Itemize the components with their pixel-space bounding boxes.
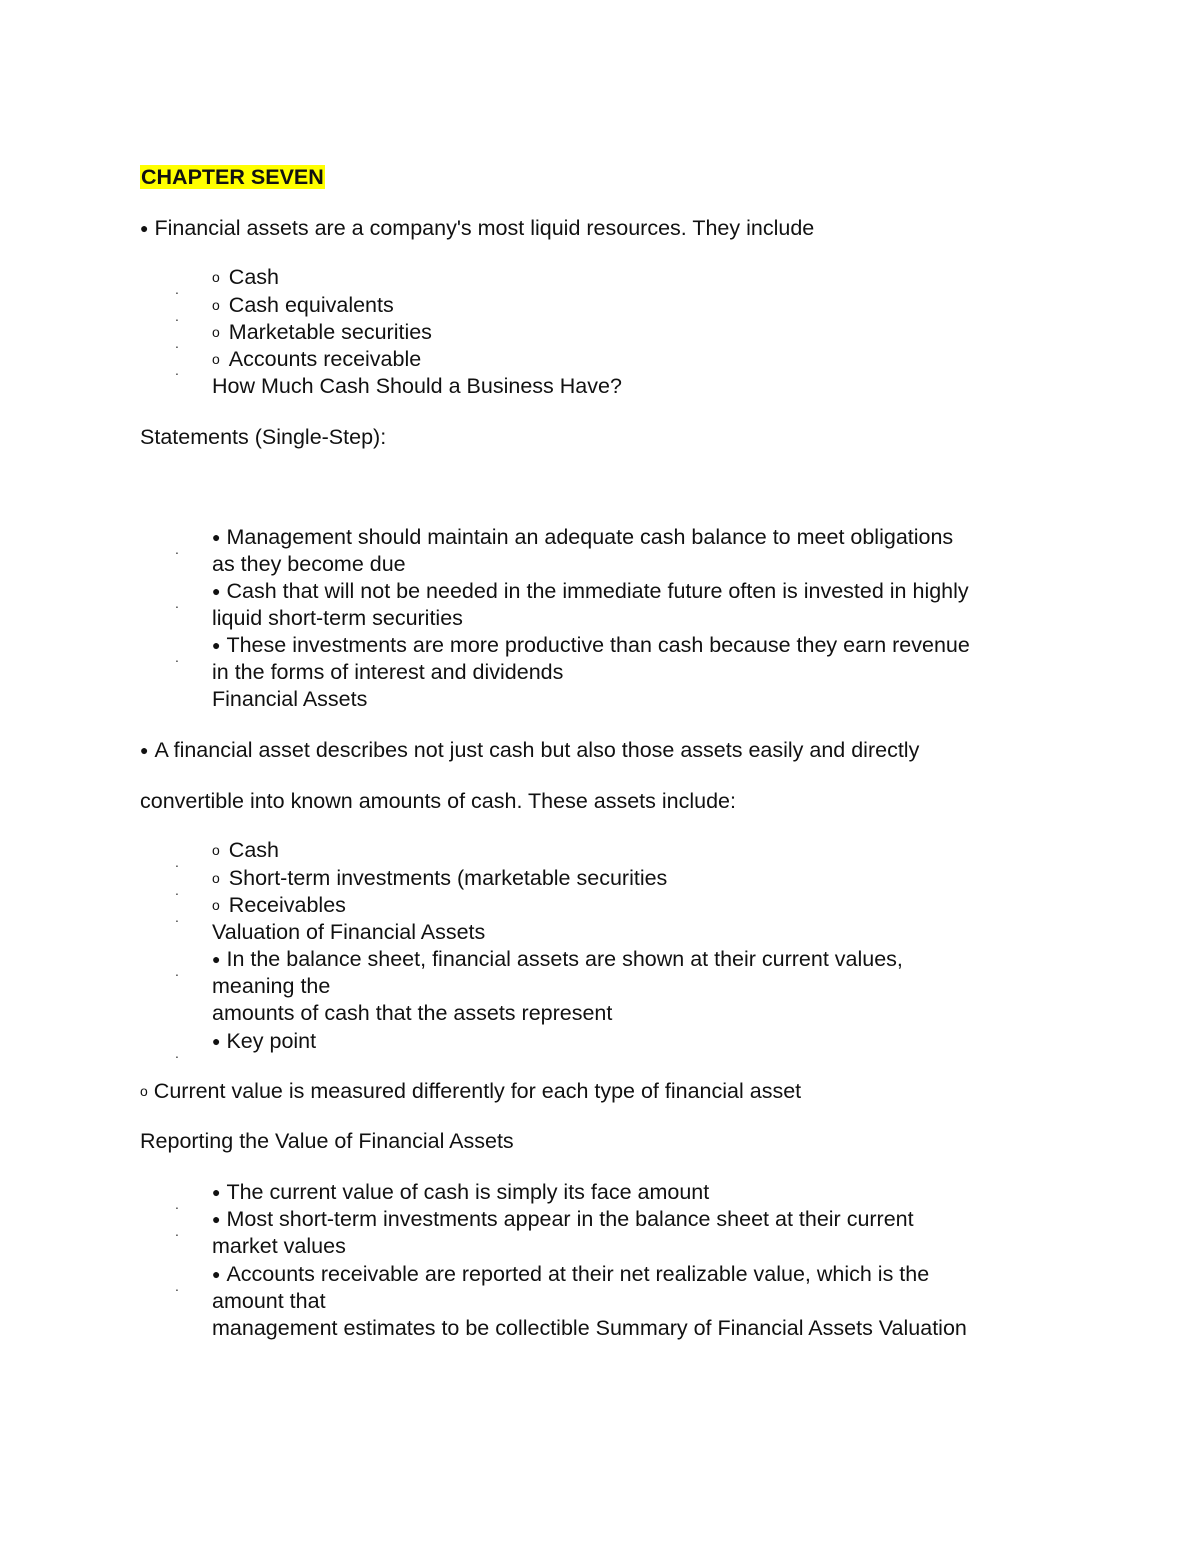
list-item (212, 1179, 709, 1206)
list-marker: . (175, 882, 179, 898)
list-item-text: Cash that will not be needed in the immediate future often is invested in highly (226, 579, 969, 603)
list-item-text: Marketable securities (228, 320, 432, 344)
list-item (212, 578, 969, 605)
circle-bullet-icon: o (212, 297, 220, 313)
list-item-text: Management should maintain an adequate cash balance to meet obligations (226, 525, 954, 549)
current-value-note (140, 1078, 801, 1105)
bullet-icon: ● (212, 583, 221, 599)
list-item-text: Most short-term investments appear in the balance sheet at their current (226, 1207, 914, 1231)
circle-bullet-icon: o (212, 870, 220, 886)
statements-label: Statements (Single-Step): (140, 425, 387, 449)
list-item-text: Receivables (228, 893, 346, 917)
list-item-continuation: liquid short-term securities (212, 606, 463, 630)
list-item-text: The current value of cash is simply its face amount (226, 1180, 710, 1204)
circle-bullet-icon: o (212, 351, 220, 367)
list-item (212, 346, 421, 373)
list-item-text: These investments are more productive than cash because they earn revenue (226, 633, 970, 657)
list-item-continuation: meaning the (212, 974, 331, 998)
bullet-icon: ● (212, 637, 221, 653)
list-item-continuation: management estimates to be collectible Summary of Financial Assets Valuation (212, 1316, 967, 1340)
bullet-icon: ● (212, 1211, 221, 1227)
list-item-continuation: amounts of cash that the assets represent (212, 1001, 613, 1025)
list-marker: . (175, 1278, 179, 1294)
fa-definition-line2: convertible into known amounts of cash. These assets include: (140, 789, 736, 813)
list-item (212, 1206, 914, 1233)
list-item (212, 1261, 929, 1288)
list-item-continuation: in the forms of interest and dividends (212, 660, 564, 684)
circle-bullet-icon: o (212, 842, 220, 858)
circle-bullet-icon: o (140, 1083, 148, 1099)
list-marker: . (175, 854, 179, 870)
list-item-text: Short-term investments (marketable securities (228, 866, 668, 890)
list-item-continuation: market values (212, 1234, 346, 1258)
list-item (212, 892, 346, 919)
list-item (212, 837, 279, 864)
list-item (212, 264, 279, 291)
list-marker: . (175, 281, 179, 297)
list-marker: . (175, 541, 179, 557)
list-marker: . (175, 909, 179, 925)
intro-paragraph (140, 215, 814, 242)
list-item-text: Accounts receivable are reported at their net realizable value, which is the (226, 1262, 930, 1286)
list-item-text: Key point (226, 1029, 317, 1053)
list-marker: . (175, 362, 179, 378)
intro-text: Financial assets are a company's most liquid resources. They include (154, 216, 815, 240)
list-marker: . (175, 308, 179, 324)
bullet-icon: ● (212, 951, 221, 967)
fa-definition-line1 (140, 737, 919, 764)
list-marker: . (175, 335, 179, 351)
list-item (212, 632, 970, 659)
list-item-text: Accounts receivable (228, 347, 422, 371)
fa-definition-text: A financial asset describes not just cash but also those assets easily and directly (154, 738, 920, 762)
chapter-heading-text: CHAPTER SEVEN (141, 165, 324, 189)
circle-bullet-icon: o (212, 897, 220, 913)
list-marker: . (175, 1045, 179, 1061)
list-item-continuation: amount that (212, 1289, 326, 1313)
subheading-valuation: Valuation of Financial Assets (212, 920, 486, 944)
list-marker: . (175, 1196, 179, 1212)
reporting-heading: Reporting the Value of Financial Assets (140, 1129, 514, 1153)
bullet-icon: ● (140, 220, 149, 236)
list-marker: . (175, 649, 179, 665)
current-value-text: Current value is measured differently for each type of financial asset (153, 1079, 802, 1103)
list-marker: . (175, 963, 179, 979)
list-item-text: Cash equivalents (228, 293, 394, 317)
list-item (212, 319, 432, 346)
subheading-financial-assets: Financial Assets (212, 687, 368, 711)
circle-bullet-icon: o (212, 269, 220, 285)
list-item-continuation: as they become due (212, 552, 406, 576)
list-marker: . (175, 595, 179, 611)
list-item (212, 1028, 316, 1055)
bullet-icon: ● (140, 742, 149, 758)
bullet-icon: ● (212, 1184, 221, 1200)
chapter-heading (140, 164, 325, 191)
list-item-text: Cash (228, 265, 279, 289)
list-item (212, 946, 903, 973)
list-item-text: Cash (228, 838, 279, 862)
bullet-icon: ● (212, 529, 221, 545)
list-item-text: In the balance sheet, financial assets are shown at their current values, (226, 947, 903, 971)
list-item (212, 865, 667, 892)
list-item (212, 524, 953, 551)
list-marker: . (175, 1223, 179, 1239)
bullet-icon: ● (212, 1266, 221, 1282)
subheading-cash: How Much Cash Should a Business Have? (212, 374, 622, 398)
list-item (212, 292, 394, 319)
bullet-icon: ● (212, 1033, 221, 1049)
circle-bullet-icon: o (212, 324, 220, 340)
